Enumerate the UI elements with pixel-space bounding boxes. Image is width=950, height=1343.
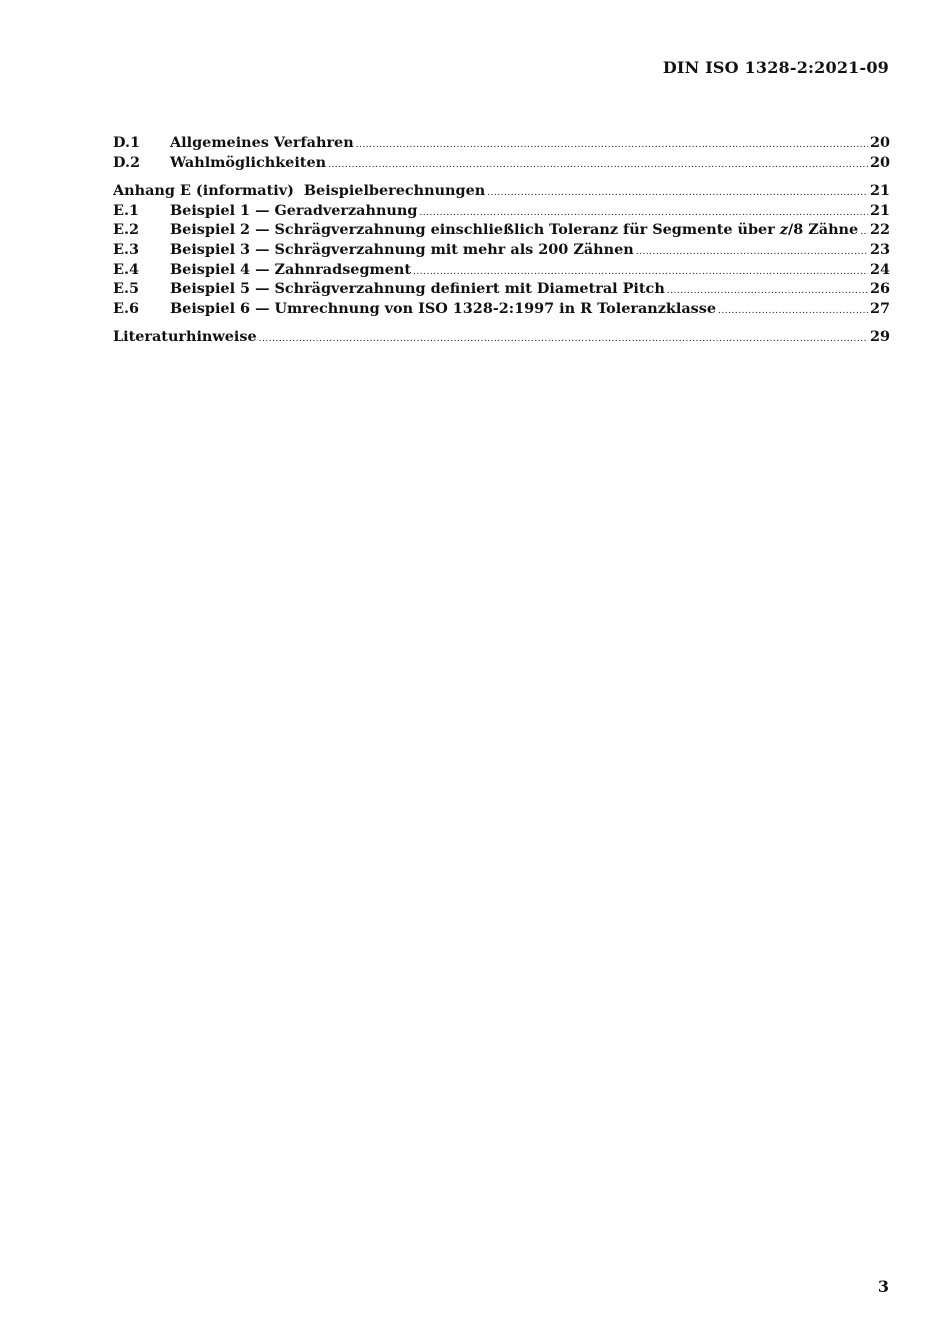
toc-entry-d2[interactable] (113, 153, 890, 173)
toc-entry-title: Beispiel 4 — Zahnradsegment (170, 260, 412, 278)
toc-entry-page: 20 (869, 134, 890, 151)
toc-entry-title: Anhang E (informativ) Beispielberechnungen (113, 182, 486, 200)
toc-entry-number: E.3 (113, 240, 139, 258)
table-of-contents (113, 133, 890, 347)
toc-entry-number: D.2 (113, 153, 140, 171)
toc-entry-number: D.1 (113, 134, 140, 151)
toc-entry-title: Beispiel 6 — Umrechnung von ISO 1328-2:1997 in R Toleranzklasse (170, 299, 717, 317)
toc-entry-page: 23 (869, 240, 890, 258)
toc-entry-page: 22 (869, 221, 890, 239)
toc-entry-page: 21 (869, 201, 890, 219)
toc-entry-annex-e[interactable] (113, 181, 890, 201)
toc-entry-title: Beispiel 5 — Schrägverzahnung definiert mit Diametral Pitch (170, 280, 665, 298)
toc-entry-page: 27 (869, 299, 890, 317)
toc-entry-title: Literaturhinweise (113, 328, 257, 346)
toc-entry-title: Wahlmöglichkeiten (170, 153, 327, 171)
toc-entry-e4[interactable] (113, 260, 890, 280)
toc-entry-page: 29 (869, 328, 890, 346)
toc-entry-number: E.1 (113, 201, 139, 219)
toc-dot-leader (636, 243, 868, 263)
toc-dot-leader (487, 184, 868, 204)
document-id-header: DIN ISO 1328-2:2021-09 (662, 58, 889, 77)
toc-entry-number: E.6 (113, 299, 139, 317)
toc-entry-d1[interactable] (113, 133, 890, 153)
toc-entry-page: 21 (869, 182, 890, 200)
toc-title-variable: z (779, 221, 788, 239)
toc-title-text: /8 Zähne (787, 221, 859, 239)
toc-entry-e6[interactable] (113, 299, 890, 319)
toc-entry-title: Beispiel 1 — Geradverzahnung (170, 201, 418, 219)
toc-entry-page: 24 (869, 260, 890, 278)
toc-entry-number: E.2 (113, 221, 139, 239)
toc-entry-title: Allgemeines Verfahren (170, 134, 354, 151)
toc-entry-number: E.4 (113, 260, 139, 278)
toc-entry-title (170, 220, 858, 240)
toc-entry-e1[interactable] (113, 201, 890, 221)
toc-entry-bibliography[interactable] (113, 327, 890, 347)
toc-dot-leader (860, 223, 868, 243)
toc-dot-leader (328, 156, 868, 176)
toc-dot-leader (259, 330, 868, 350)
toc-entry-title: Beispiel 3 — Schrägverzahnung mit mehr als 200 Zähnen (170, 240, 634, 258)
page-number: 3 (877, 1277, 889, 1296)
toc-entry-e3[interactable] (113, 240, 890, 260)
toc-entry-page: 26 (869, 280, 890, 298)
toc-dot-leader (356, 136, 868, 156)
toc-entry-e2[interactable] (113, 220, 890, 240)
toc-dot-leader (718, 302, 868, 322)
toc-entry-page: 20 (869, 153, 890, 171)
toc-entry-number: E.5 (113, 280, 139, 298)
toc-title-text: Beispiel 2 — Schrägverzahnung einschließlich Toleranz für Segmente über (170, 221, 780, 239)
toc-entry-e5[interactable] (113, 279, 890, 299)
